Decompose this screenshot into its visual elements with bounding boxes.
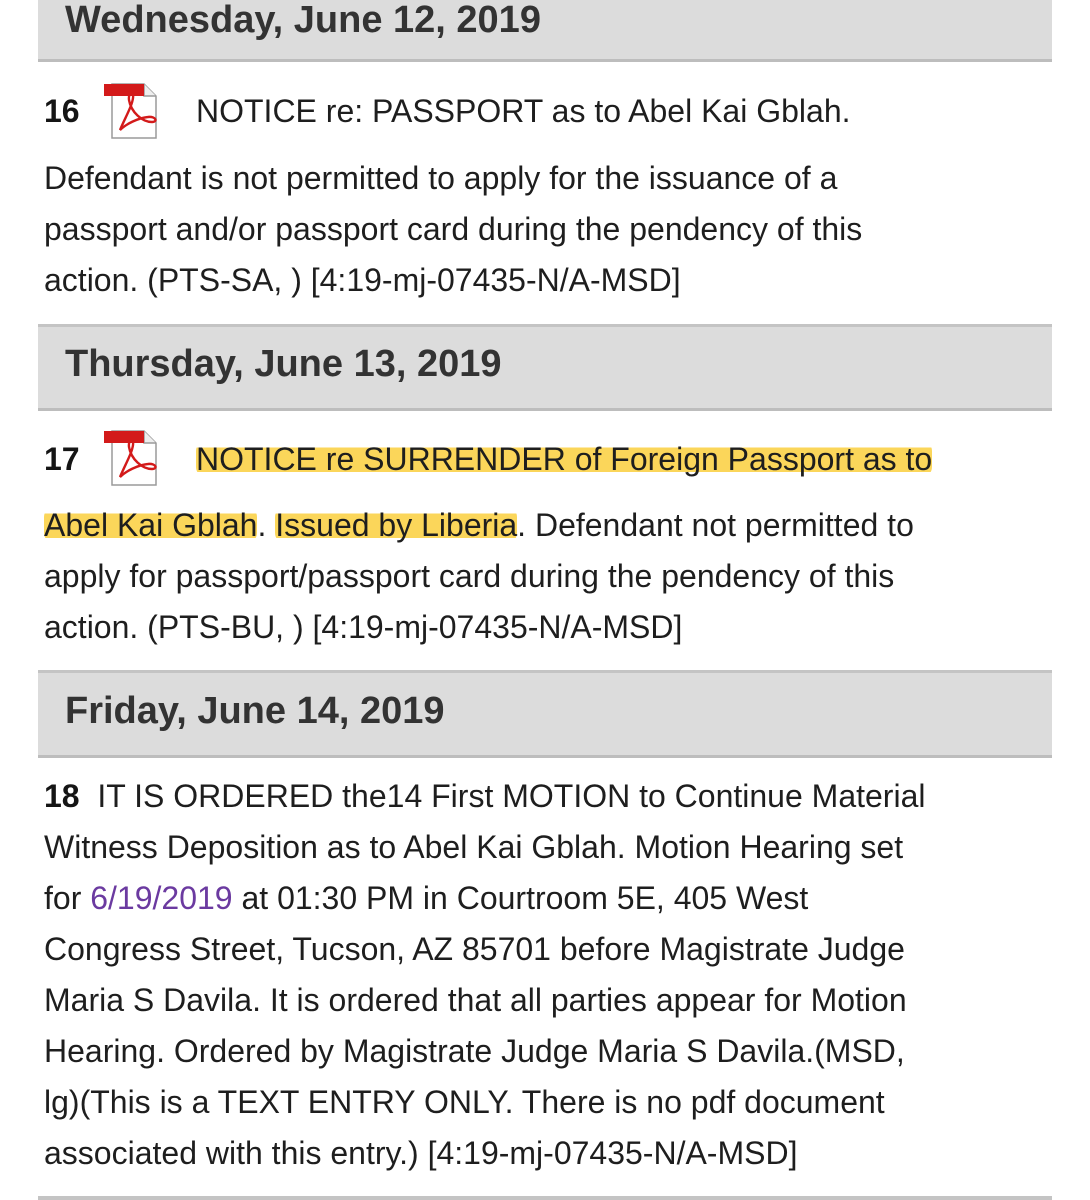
entry-16-title-line: [44, 86, 80, 137]
entry-17-title-line: [44, 434, 80, 485]
entry-text: .: [257, 507, 276, 543]
pdf-icon[interactable]: [102, 427, 164, 489]
entry-number: 17: [44, 441, 80, 477]
day-title: Wednesday, June 12, 2019: [65, 0, 541, 41]
entry-text: at 01:30 PM in Courtroom 5E, 405 West: [232, 880, 809, 916]
day-title: Thursday, June 13, 2019: [65, 343, 502, 385]
highlighted-text: Issued by Liberia: [275, 507, 518, 543]
divider: [38, 1196, 1052, 1200]
highlighted-text: Abel Kai Gblah: [44, 507, 258, 543]
case-number-ref: [4:19-mj-07435-N/A-MSD]: [312, 609, 683, 645]
entry-text: associated with this entry.): [44, 1135, 428, 1171]
entry-text: . Defendant not permitted to: [517, 507, 914, 543]
entry-text: for: [44, 880, 91, 916]
entry-18-text-line: Congress Street, Tucson, AZ 85701 before Magistrate Judge: [44, 931, 905, 967]
entry-text: IT IS ORDERED the: [97, 778, 387, 814]
entry-16-text-line: passport and/or passport card during the pendency of this: [44, 211, 863, 247]
entry-number: 16: [44, 93, 80, 129]
entry-18-text-line: Hearing. Ordered by Magistrate Judge Maria S Davila.(MSD,: [44, 1033, 905, 1069]
entry-17-text-line: apply for passport/passport card during the pendency of this: [44, 558, 895, 594]
case-number-ref: [4:19-mj-07435-N/A-MSD]: [310, 262, 681, 298]
entry-17-title: [196, 434, 932, 485]
entry-18-text-line: Witness Deposition as to Abel Kai Gblah. Motion Hearing set: [44, 829, 904, 865]
entry-18-text-line: [44, 873, 808, 924]
entry-18-text-line: Maria S Davila. It is ordered that all parties appear for Motion: [44, 982, 907, 1018]
entry-text: action. (PTS-BU, ): [44, 609, 313, 645]
entry-text: action. (PTS-SA, ): [44, 262, 311, 298]
entry-18-text-line: [44, 771, 925, 822]
entry-18-text-line: [44, 1128, 797, 1179]
case-number-ref: [4:19-mj-07435-N/A-MSD]: [427, 1135, 798, 1171]
entry-number: 18: [44, 778, 80, 814]
entry-18-text-line: lg)(This is a TEXT ENTRY ONLY. There is no pdf document: [44, 1084, 885, 1120]
day-header-june-12: [38, 0, 1052, 62]
entry-17-text-line: [44, 602, 682, 653]
entry-16-text-line: [44, 255, 681, 306]
hearing-date-link[interactable]: 6/19/2019: [90, 880, 233, 916]
day-header-june-14: [38, 673, 1052, 758]
day-header-june-13: [38, 327, 1052, 411]
pdf-icon[interactable]: [102, 80, 164, 142]
entry-16-text-line: Defendant is not permitted to apply for the issuance of a: [44, 160, 838, 196]
motion-14-link[interactable]: 14: [386, 778, 423, 814]
entry-text: First MOTION to Continue Material: [422, 778, 926, 814]
entry-17-text-line: [44, 500, 914, 551]
day-title: Friday, June 14, 2019: [65, 690, 445, 732]
entry-16-title: NOTICE re: PASSPORT as to Abel Kai Gblah.: [196, 93, 851, 129]
highlighted-text: NOTICE re SURRENDER of Foreign Passport as to: [196, 441, 933, 477]
